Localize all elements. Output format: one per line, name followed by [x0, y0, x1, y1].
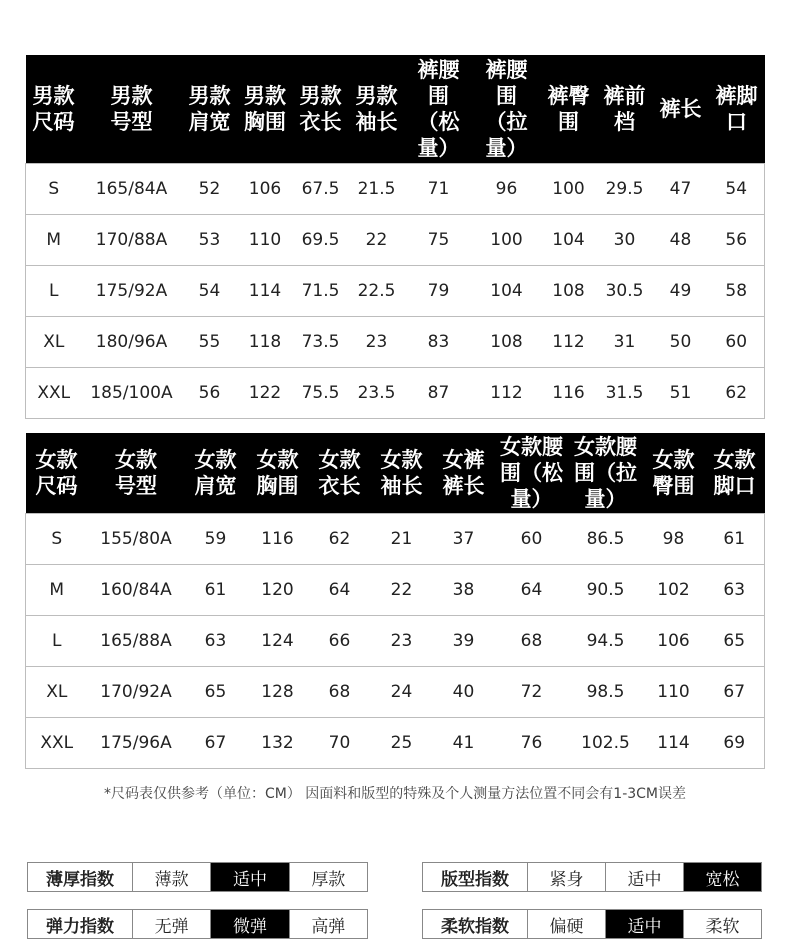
table-cell: 22	[371, 564, 433, 615]
thickness-option: 厚款	[289, 863, 367, 891]
table-cell: XXL	[26, 717, 88, 768]
table-row	[26, 513, 765, 564]
table-cell: 112	[541, 316, 597, 367]
women-header-cell: 女款 脚口	[705, 433, 765, 513]
table-cell: 68	[309, 666, 371, 717]
table-cell: 104	[473, 265, 541, 316]
table-cell: 53	[182, 214, 238, 265]
table-row	[26, 615, 765, 666]
table-cell: 38	[433, 564, 495, 615]
table-cell: 64	[309, 564, 371, 615]
men-header-cell: 男款 衣长	[293, 55, 349, 163]
table-row	[26, 163, 765, 214]
table-row	[26, 564, 765, 615]
table-cell: 106	[248, 178, 282, 199]
elasticity-option: 高弹	[289, 910, 367, 938]
table-cell: 41	[433, 717, 495, 768]
table-cell: 86.5	[586, 528, 625, 549]
table-cell: XXL	[26, 367, 82, 418]
table-cell: 114	[643, 717, 705, 768]
table-cell: 79	[405, 265, 473, 316]
table-cell: 22.5	[349, 265, 405, 316]
table-cell: 98	[662, 528, 685, 549]
table-cell: 175/92A	[82, 265, 182, 316]
table-cell: 102	[643, 564, 705, 615]
women-header-cell: 女款腰 围（拉 量）	[569, 433, 643, 513]
men-header-cell: 裤长	[653, 55, 709, 163]
table-cell: 112	[473, 367, 541, 418]
fit-index	[422, 862, 762, 892]
table-cell: 71.5	[293, 265, 349, 316]
women-size-table	[25, 433, 765, 769]
table-cell: 47	[669, 178, 692, 199]
table-cell: 23	[349, 316, 405, 367]
table-cell: 31	[597, 316, 653, 367]
softness-index	[422, 909, 762, 939]
table-cell: S	[48, 178, 60, 199]
table-cell: 75.5	[293, 367, 349, 418]
table-cell: 30	[597, 214, 653, 265]
table-cell: 73.5	[293, 316, 349, 367]
women-header-cell: 女裤 裤长	[433, 433, 495, 513]
women-header-cell: 女款 尺码	[26, 433, 88, 513]
table-cell: 39	[433, 615, 495, 666]
table-cell: 96	[495, 178, 518, 199]
table-cell: 66	[309, 615, 371, 666]
table-cell: 55	[182, 316, 238, 367]
table-cell: 114	[238, 265, 293, 316]
table-cell: 51	[653, 367, 709, 418]
table-cell: M	[26, 564, 88, 615]
fit-option: 宽松	[683, 863, 761, 891]
table-cell: S	[51, 528, 63, 549]
table-cell: 54	[182, 265, 238, 316]
table-cell: 48	[653, 214, 709, 265]
elasticity-option: 无弹	[132, 910, 210, 938]
table-cell: 122	[238, 367, 293, 418]
women-header-cell: 女款 袖长	[371, 433, 433, 513]
table-cell: 61	[185, 564, 247, 615]
table-cell: 100	[473, 214, 541, 265]
table-cell: 94.5	[569, 615, 643, 666]
table-cell: 24	[371, 666, 433, 717]
women-header-cell: 女款 衣长	[309, 433, 371, 513]
women-header-cell: 女款 臀围	[643, 433, 705, 513]
table-cell: 67	[185, 717, 247, 768]
men-header-cell: 男款 肩宽	[182, 55, 238, 163]
table-cell: 76	[495, 717, 569, 768]
table-cell: 132	[247, 717, 309, 768]
table-cell: XL	[26, 316, 82, 367]
table-cell: 68	[495, 615, 569, 666]
softness-index-label: 柔软指数	[441, 916, 509, 937]
table-cell: 56	[709, 214, 765, 265]
table-cell: 31.5	[597, 367, 653, 418]
thickness-index-label: 薄厚指数	[46, 869, 114, 890]
table-cell: 155/80A	[100, 528, 172, 549]
men-header-cell: 裤腰 围 （松 量）	[405, 55, 473, 163]
women-header-cell: 女款 肩宽	[185, 433, 247, 513]
table-cell: 180/96A	[82, 316, 182, 367]
table-cell: 165/84A	[95, 178, 168, 199]
table-cell: 69.5	[293, 214, 349, 265]
table-cell: 87	[405, 367, 473, 418]
table-cell: 175/96A	[88, 717, 185, 768]
table-cell: 54	[725, 178, 748, 199]
fit-option: 适中	[605, 863, 683, 891]
table-cell: 50	[653, 316, 709, 367]
table-cell: 100	[552, 178, 585, 199]
men-size-table	[25, 55, 765, 419]
table-cell: 90.5	[569, 564, 643, 615]
table-cell: 62	[709, 367, 765, 418]
men-header-cell: 男款 号型	[82, 55, 182, 163]
table-cell: XL	[26, 666, 88, 717]
table-cell: 63	[705, 564, 765, 615]
thickness-index	[27, 862, 368, 892]
table-row	[26, 367, 765, 418]
table-cell: 63	[185, 615, 247, 666]
table-cell: 69	[705, 717, 765, 768]
men-header-cell: 男款 尺码	[26, 55, 82, 163]
women-header-cell: 女款 胸围	[247, 433, 309, 513]
women-header-row	[26, 433, 765, 513]
women-table-body	[26, 513, 765, 768]
table-cell: 59	[204, 528, 227, 549]
table-cell: 23	[371, 615, 433, 666]
table-cell: 58	[709, 265, 765, 316]
table-row	[26, 316, 765, 367]
table-cell: 60	[709, 316, 765, 367]
table-cell: 116	[261, 528, 294, 549]
men-header-cell: 男款 胸围	[238, 55, 293, 163]
table-cell: 65	[705, 615, 765, 666]
size-note: *尺码表仅供参考（单位：CM） 因面料和版型的特殊及个人测量方法位置不同会有1-3CM误差	[103, 786, 687, 802]
elasticity-option: 微弹	[210, 910, 288, 938]
table-cell: 104	[541, 214, 597, 265]
table-cell: 170/88A	[82, 214, 182, 265]
table-cell: 52	[198, 178, 221, 199]
table-cell: 108	[473, 316, 541, 367]
elasticity-index	[27, 909, 368, 939]
table-cell: 62	[328, 528, 351, 549]
table-cell: 67	[705, 666, 765, 717]
table-cell: 110	[643, 666, 705, 717]
table-cell: 72	[495, 666, 569, 717]
table-cell: 75	[405, 214, 473, 265]
table-row	[26, 666, 765, 717]
table-cell: 64	[495, 564, 569, 615]
table-cell: 116	[541, 367, 597, 418]
table-cell: L	[26, 265, 82, 316]
table-cell: 23.5	[349, 367, 405, 418]
table-cell: 185/100A	[82, 367, 182, 418]
thickness-option: 薄款	[132, 863, 210, 891]
table-cell: 165/88A	[88, 615, 185, 666]
table-row	[26, 717, 765, 768]
table-cell: 118	[238, 316, 293, 367]
table-cell: 22	[349, 214, 405, 265]
table-cell: 60	[520, 528, 543, 549]
table-cell: L	[26, 615, 88, 666]
table-cell: 30.5	[597, 265, 653, 316]
table-cell: 29.5	[605, 178, 644, 199]
table-cell: 37	[452, 528, 475, 549]
fit-option: 紧身	[527, 863, 605, 891]
table-cell: 106	[643, 615, 705, 666]
women-header-cell: 女款腰 围（松 量）	[495, 433, 569, 513]
table-cell: 25	[371, 717, 433, 768]
table-cell: 71	[427, 178, 450, 199]
table-cell: 160/84A	[88, 564, 185, 615]
table-cell: 120	[247, 564, 309, 615]
table-cell: 170/92A	[88, 666, 185, 717]
men-header-cell: 裤腰 围 （拉 量）	[473, 55, 541, 163]
table-cell: 65	[185, 666, 247, 717]
table-cell: 98.5	[569, 666, 643, 717]
men-table-body	[26, 163, 765, 418]
men-header-cell: 裤臀 围	[541, 55, 597, 163]
softness-option: 柔软	[683, 910, 761, 938]
men-header-cell: 裤前 档	[597, 55, 653, 163]
table-cell: 83	[405, 316, 473, 367]
men-header-cell: 男款 袖长	[349, 55, 405, 163]
table-cell: 102.5	[569, 717, 643, 768]
table-cell: 70	[309, 717, 371, 768]
table-cell: 128	[247, 666, 309, 717]
table-cell: 61	[723, 528, 746, 549]
table-cell: 21	[390, 528, 413, 549]
elasticity-index-label: 弹力指数	[46, 916, 114, 937]
table-cell: M	[26, 214, 82, 265]
table-cell: 49	[653, 265, 709, 316]
table-cell: 108	[541, 265, 597, 316]
table-cell: 21.5	[357, 178, 396, 199]
table-row	[26, 214, 765, 265]
softness-option: 适中	[605, 910, 683, 938]
table-cell: 110	[238, 214, 293, 265]
softness-option: 偏硬	[527, 910, 605, 938]
table-cell: 124	[247, 615, 309, 666]
fit-index-label: 版型指数	[441, 869, 509, 890]
table-row	[26, 265, 765, 316]
table-cell: 56	[182, 367, 238, 418]
table-cell: 40	[433, 666, 495, 717]
women-header-cell: 女款 号型	[88, 433, 185, 513]
table-cell: 67.5	[301, 178, 340, 199]
men-header-cell: 裤脚 口	[709, 55, 765, 163]
thickness-option: 适中	[210, 863, 288, 891]
men-header-row	[26, 55, 765, 163]
